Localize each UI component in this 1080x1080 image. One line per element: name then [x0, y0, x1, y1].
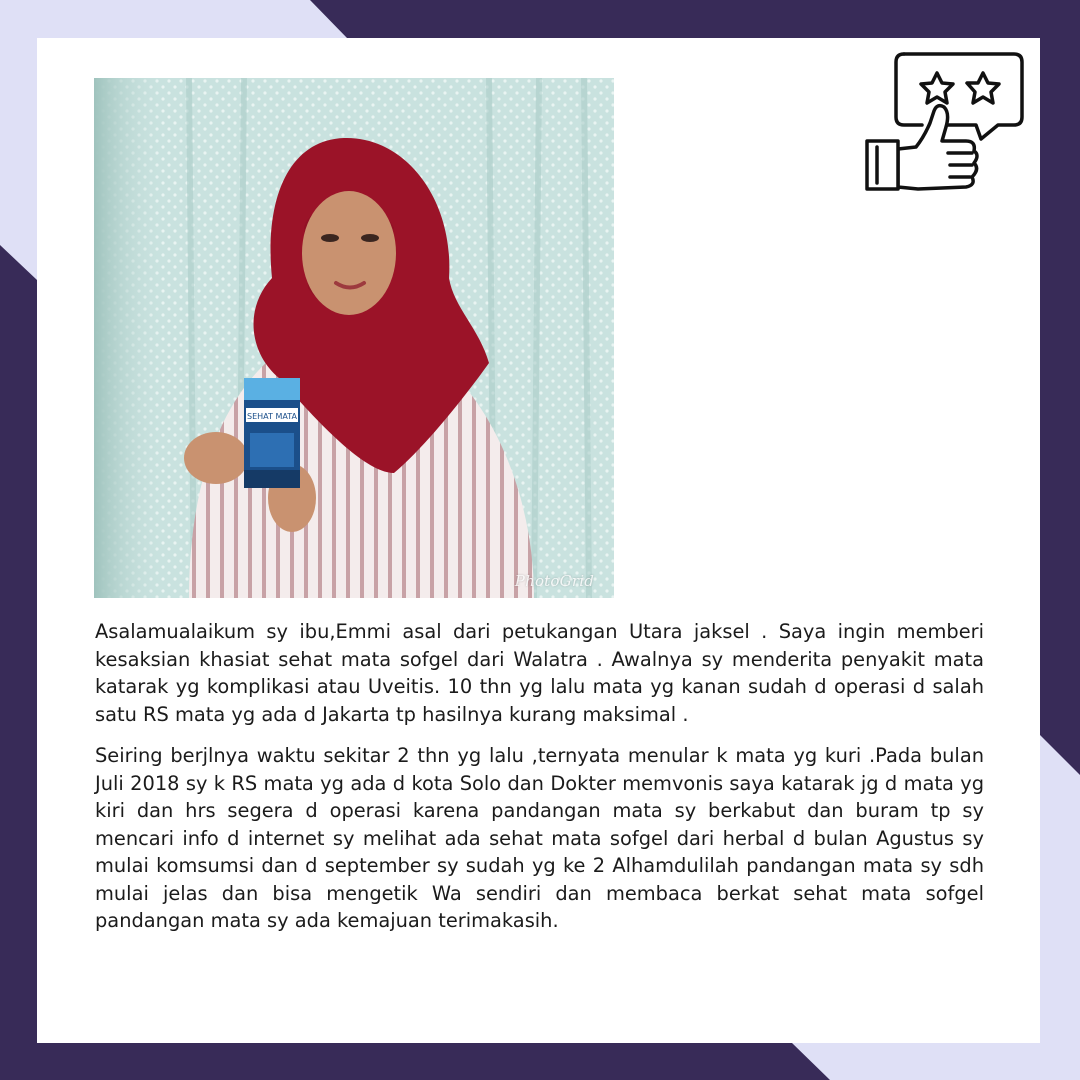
speech-bubble-left-outline	[896, 54, 922, 125]
testimonial-paragraph-2: Seiring berjlnya waktu sekitar 2 thn yg lalu ,ternyata menular k mata yg kuri .Pada bulan Juli 2018 sy k RS mata yg ada d kota Solo dan Dokter memvonis saya katarak jg d mata yg kiri dan hrs segera d operasi karena pandangan mata sy berkabut dan buram tp sy mencari info d internet sy melihat ada sehat mata sofgel dari herbal d bulan Agustus sy mulai komsumsi dan d september sy sudah yg ke 2 Alhamdulilah pandangan mata sy sdh mulai jelas dan bisa mengetik Wa sendiri dan membaca berkat sehat mata sofgel pandangan mata sy ada kemajuan terimakasih.	[95, 744, 984, 932]
testimonial-card	[37, 38, 1040, 1043]
thumbs-up-cuff	[867, 141, 898, 189]
customer-photo	[94, 78, 614, 598]
product-box	[244, 378, 300, 488]
product-label: SEHAT MATA	[247, 412, 297, 421]
photo-watermark: PhotoGrid	[514, 572, 594, 590]
star-icon	[921, 73, 953, 103]
star-icon	[967, 73, 999, 103]
thumbs-up-rating-icon	[864, 51, 1028, 193]
testimonial-paragraph-1: Asalamualaikum sy ibu,Emmi asal dari petukangan Utara jaksel . Saya ingin memberi kesaksian khasiat sehat mata sofgel dari Walatra . Awalnya sy menderita penyakit mata katarak yg komplikasi atau Uveitis. 10 thn yg lalu mata yg kanan sudah d operasi d salah satu RS mata yg ada d Jakarta tp hasilnya kurang maksimal .	[95, 620, 984, 726]
testimonial-text	[95, 618, 984, 949]
customer-photo-illustration	[94, 78, 614, 598]
